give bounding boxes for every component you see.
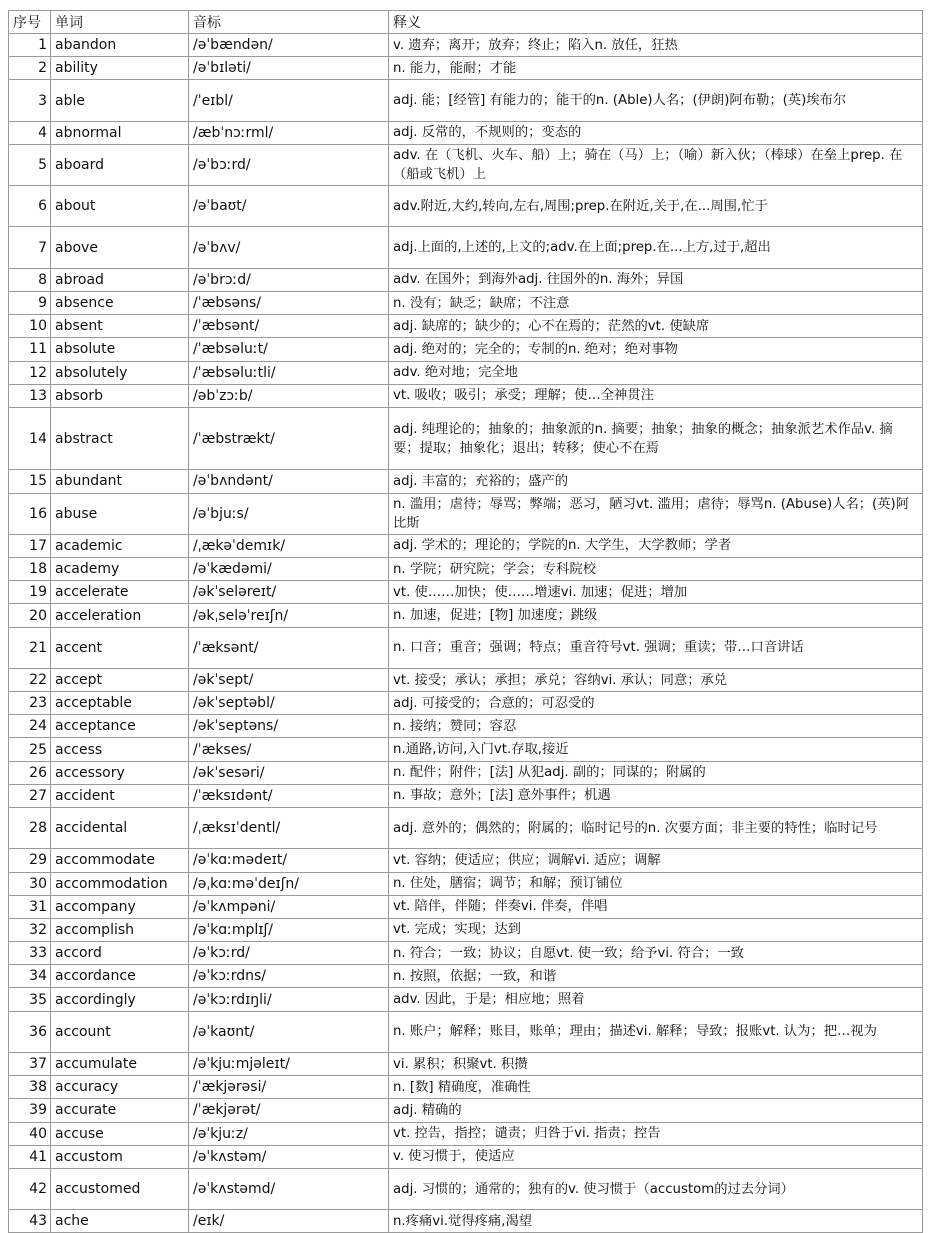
table-row: [9, 338, 923, 361]
row-definition: adj. 学术的；理论的；学院的n. 大学生，大学教师；学者: [389, 534, 923, 557]
row-number: 6: [9, 186, 51, 227]
table-row: [9, 268, 923, 291]
row-word: ache: [51, 1210, 189, 1233]
row-definition: adj. 习惯的；通常的；独有的v. 使习惯于（accustom的过去分词）: [389, 1168, 923, 1209]
row-definition: adv. 在国外；到海外adj. 往国外的n. 海外；异国: [389, 268, 923, 291]
row-word: ability: [51, 57, 189, 80]
row-phonetic: /ˈækses/: [189, 738, 389, 761]
row-definition: adj. 精确的: [389, 1099, 923, 1122]
row-phonetic: /ˈækjərət/: [189, 1099, 389, 1122]
table-row: [9, 895, 923, 918]
row-phonetic: /əˈkɑːmplɪʃ/: [189, 918, 389, 941]
table-row: [9, 144, 923, 185]
row-phonetic: /əˈkjuːz/: [189, 1122, 389, 1145]
row-phonetic: /æbˈnɔːrml/: [189, 121, 389, 144]
header-number: 序号: [9, 11, 51, 34]
row-definition: n. 事故；意外；[法] 意外事件；机遇: [389, 784, 923, 807]
table-row: [9, 918, 923, 941]
row-phonetic: /əˈbɪləti/: [189, 57, 389, 80]
row-definition: adj.上面的,上述的,上文的;adv.在上面;prep.在...上方,过于,超出: [389, 227, 923, 268]
row-phonetic: /ˈæbsənt/: [189, 315, 389, 338]
row-number: 3: [9, 80, 51, 121]
row-number: 43: [9, 1210, 51, 1233]
table-row: [9, 407, 923, 470]
row-definition: n. 配件；附件；[法] 从犯adj. 副的；同谋的；附属的: [389, 761, 923, 784]
row-word: accordance: [51, 965, 189, 988]
table-row: [9, 604, 923, 627]
row-phonetic: /əˈbrɔːd/: [189, 268, 389, 291]
row-word: accordingly: [51, 988, 189, 1011]
row-definition: adj. 能；[经管] 有能力的；能干的n. (Able)人名；(伊朗)阿布勒；(英)埃布尔: [389, 80, 923, 121]
row-number: 26: [9, 761, 51, 784]
row-word: accommodation: [51, 872, 189, 895]
row-number: 21: [9, 627, 51, 668]
row-definition: n. 加速，促进；[物] 加速度；跳级: [389, 604, 923, 627]
row-word: abuse: [51, 493, 189, 534]
row-phonetic: /ˈæksənt/: [189, 627, 389, 668]
table-row: [9, 627, 923, 668]
row-definition: adj. 缺席的；缺少的；心不在焉的；茫然的vt. 使缺席: [389, 315, 923, 338]
table-row: [9, 808, 923, 849]
row-word: about: [51, 186, 189, 227]
row-word: absent: [51, 315, 189, 338]
row-phonetic: /ˌækəˈdemɪk/: [189, 534, 389, 557]
row-number: 41: [9, 1145, 51, 1168]
table-row: [9, 784, 923, 807]
row-word: accomplish: [51, 918, 189, 941]
row-phonetic: /əˈkʌstəm/: [189, 1145, 389, 1168]
table-row: [9, 384, 923, 407]
row-phonetic: /əˈbʌndənt/: [189, 470, 389, 493]
row-word: abandon: [51, 34, 189, 57]
table-row: [9, 361, 923, 384]
table-row: [9, 942, 923, 965]
row-phonetic: /əkˈsesəri/: [189, 761, 389, 784]
row-word: accustomed: [51, 1168, 189, 1209]
row-word: accent: [51, 627, 189, 668]
row-number: 2: [9, 57, 51, 80]
row-number: 31: [9, 895, 51, 918]
row-definition: n. [数] 精确度，准确性: [389, 1076, 923, 1099]
header-word: 单词: [51, 11, 189, 34]
row-phonetic: /əbˈzɔːb/: [189, 384, 389, 407]
row-phonetic: /əˈbændən/: [189, 34, 389, 57]
row-word: academic: [51, 534, 189, 557]
row-word: accommodate: [51, 849, 189, 872]
row-phonetic: /eɪk/: [189, 1210, 389, 1233]
row-number: 1: [9, 34, 51, 57]
row-word: absorb: [51, 384, 189, 407]
row-definition: adj. 反常的，不规则的；变态的: [389, 121, 923, 144]
row-number: 15: [9, 470, 51, 493]
row-phonetic: /əˈkɔːrd/: [189, 942, 389, 965]
row-definition: n. 按照，依据；一致，和谐: [389, 965, 923, 988]
row-phonetic: /ˈækjərəsi/: [189, 1076, 389, 1099]
row-phonetic: /əˈkædəmi/: [189, 558, 389, 581]
row-phonetic: /əˈkʌstəmd/: [189, 1168, 389, 1209]
row-word: accuracy: [51, 1076, 189, 1099]
row-phonetic: /əˈkɔːrdns/: [189, 965, 389, 988]
row-phonetic: /ˈæbsəluːtli/: [189, 361, 389, 384]
table-row: [9, 872, 923, 895]
row-number: 18: [9, 558, 51, 581]
vocabulary-table: [8, 10, 923, 1233]
row-number: 14: [9, 407, 51, 470]
row-definition: n. 没有；缺乏；缺席；不注意: [389, 291, 923, 314]
table-row: [9, 57, 923, 80]
row-phonetic: /əˈbjuːs/: [189, 493, 389, 534]
row-definition: adj. 意外的；偶然的；附属的；临时记号的n. 次要方面；非主要的特性；临时记号: [389, 808, 923, 849]
row-definition: n. 学院；研究院；学会；专科院校: [389, 558, 923, 581]
row-number: 25: [9, 738, 51, 761]
row-word: account: [51, 1011, 189, 1052]
row-definition: n.通路,访问,入门vt.存取,接近: [389, 738, 923, 761]
row-definition: vt. 完成；实现；达到: [389, 918, 923, 941]
row-word: absolute: [51, 338, 189, 361]
row-phonetic: /əkˈsept/: [189, 668, 389, 691]
row-phonetic: /ˌæksɪˈdentl/: [189, 808, 389, 849]
row-number: 33: [9, 942, 51, 965]
row-phonetic: /əˈkʌmpəni/: [189, 895, 389, 918]
row-number: 34: [9, 965, 51, 988]
table-row: [9, 1011, 923, 1052]
row-word: accord: [51, 942, 189, 965]
row-definition: adj. 纯理论的；抽象的；抽象派的n. 摘要；抽象；抽象的概念；抽象派艺术作品v. 摘要；提取；抽象化；退出；转移；使心不在焉: [389, 407, 923, 470]
row-phonetic: /əkˈseptəns/: [189, 715, 389, 738]
row-definition: adv.附近,大约,转向,左右,周围;prep.在附近,关于,在...周围,忙于: [389, 186, 923, 227]
row-phonetic: /əˈkɔːrdɪŋli/: [189, 988, 389, 1011]
row-word: abroad: [51, 268, 189, 291]
row-definition: n. 滥用；虐待；辱骂；弊端；恶习，陋习vt. 滥用；虐待；辱骂n. (Abuse)人名；(英)阿比斯: [389, 493, 923, 534]
row-phonetic: /əˈbɔːrd/: [189, 144, 389, 185]
row-number: 28: [9, 808, 51, 849]
row-number: 35: [9, 988, 51, 1011]
row-number: 32: [9, 918, 51, 941]
row-number: 7: [9, 227, 51, 268]
row-number: 36: [9, 1011, 51, 1052]
row-word: accurate: [51, 1099, 189, 1122]
table-row: [9, 1076, 923, 1099]
row-number: 40: [9, 1122, 51, 1145]
row-definition: vt. 接受；承认；承担；承兑；容纳vi. 承认；同意；承兑: [389, 668, 923, 691]
table-row: [9, 34, 923, 57]
table-row: [9, 80, 923, 121]
table-row: [9, 121, 923, 144]
row-definition: n. 能力，能耐；才能: [389, 57, 923, 80]
row-word: abnormal: [51, 121, 189, 144]
table-row: [9, 1099, 923, 1122]
row-phonetic: /ˈeɪbl/: [189, 80, 389, 121]
row-number: 37: [9, 1052, 51, 1075]
row-definition: vt. 吸收；吸引；承受；理解；使…全神贯注: [389, 384, 923, 407]
row-word: accustom: [51, 1145, 189, 1168]
header-phonetic: 音标: [189, 11, 389, 34]
table-row: [9, 761, 923, 784]
row-number: 12: [9, 361, 51, 384]
row-definition: adv. 绝对地；完全地: [389, 361, 923, 384]
table-row: [9, 715, 923, 738]
row-number: 5: [9, 144, 51, 185]
row-definition: vt. 陪伴，伴随；伴奏vi. 伴奏，伴唱: [389, 895, 923, 918]
row-word: accidental: [51, 808, 189, 849]
row-word: absolutely: [51, 361, 189, 384]
row-number: 22: [9, 668, 51, 691]
row-number: 16: [9, 493, 51, 534]
row-definition: vt. 控告，指控；谴责；归咎于vi. 指责；控告: [389, 1122, 923, 1145]
row-word: above: [51, 227, 189, 268]
row-word: absence: [51, 291, 189, 314]
row-word: accumulate: [51, 1052, 189, 1075]
row-word: accept: [51, 668, 189, 691]
row-word: acceptable: [51, 692, 189, 715]
row-number: 13: [9, 384, 51, 407]
row-definition: adj. 可接受的；合意的；可忍受的: [389, 692, 923, 715]
row-word: accuse: [51, 1122, 189, 1145]
table-row: [9, 692, 923, 715]
row-definition: vt. 使……加快；使……增速vi. 加速；促进；增加: [389, 581, 923, 604]
row-phonetic: /əˈbʌv/: [189, 227, 389, 268]
row-phonetic: /əˌkɑːməˈdeɪʃn/: [189, 872, 389, 895]
table-body: [9, 34, 923, 1233]
row-number: 29: [9, 849, 51, 872]
row-definition: n. 接纳；赞同；容忍: [389, 715, 923, 738]
table-row: [9, 581, 923, 604]
header-row: [9, 11, 923, 34]
row-word: acceleration: [51, 604, 189, 627]
row-phonetic: /əˈkɑːmədeɪt/: [189, 849, 389, 872]
table-row: [9, 965, 923, 988]
table-row: [9, 849, 923, 872]
row-phonetic: /əkˈseləreɪt/: [189, 581, 389, 604]
row-number: 42: [9, 1168, 51, 1209]
row-number: 23: [9, 692, 51, 715]
row-number: 38: [9, 1076, 51, 1099]
row-phonetic: /əkˈseptəbl/: [189, 692, 389, 715]
table-row: [9, 1168, 923, 1209]
table-row: [9, 1122, 923, 1145]
row-number: 11: [9, 338, 51, 361]
row-word: academy: [51, 558, 189, 581]
row-number: 4: [9, 121, 51, 144]
row-phonetic: /ˈæbsəns/: [189, 291, 389, 314]
row-number: 9: [9, 291, 51, 314]
table-row: [9, 315, 923, 338]
row-word: accompany: [51, 895, 189, 918]
row-definition: v. 使习惯于，使适应: [389, 1145, 923, 1168]
vocabulary-sheet: [8, 10, 922, 1233]
table-row: [9, 558, 923, 581]
row-number: 39: [9, 1099, 51, 1122]
row-definition: v. 遗弃；离开；放弃；终止；陷入n. 放任，狂热: [389, 34, 923, 57]
row-definition: adv. 因此，于是；相应地；照着: [389, 988, 923, 1011]
table-row: [9, 291, 923, 314]
row-number: 8: [9, 268, 51, 291]
row-definition: vt. 容纳；使适应；供应；调解vi. 适应；调解: [389, 849, 923, 872]
row-number: 30: [9, 872, 51, 895]
row-number: 20: [9, 604, 51, 627]
row-definition: n.疼痛vi.觉得疼痛,渴望: [389, 1210, 923, 1233]
row-word: accident: [51, 784, 189, 807]
row-phonetic: /əkˌseləˈreɪʃn/: [189, 604, 389, 627]
table-row: [9, 1052, 923, 1075]
table-row: [9, 534, 923, 557]
row-phonetic: /ˈæksɪdənt/: [189, 784, 389, 807]
row-phonetic: /əˈkaʊnt/: [189, 1011, 389, 1052]
row-definition: n. 账户；解释；账目，账单；理由；描述vi. 解释；导致；报账vt. 认为；把…视为: [389, 1011, 923, 1052]
header-definition: 释义: [389, 11, 923, 34]
row-definition: adv. 在（飞机、火车、船）上；骑在（马）上；（喻）新入伙；（棒球）在垒上prep. 在（船或飞机）上: [389, 144, 923, 185]
table-row: [9, 470, 923, 493]
table-row: [9, 1210, 923, 1233]
row-word: abundant: [51, 470, 189, 493]
row-definition: n. 符合；一致；协议；自愿vt. 使一致；给予vi. 符合；一致: [389, 942, 923, 965]
row-word: accelerate: [51, 581, 189, 604]
row-word: aboard: [51, 144, 189, 185]
row-number: 27: [9, 784, 51, 807]
table-row: [9, 1145, 923, 1168]
row-number: 24: [9, 715, 51, 738]
row-number: 19: [9, 581, 51, 604]
row-number: 10: [9, 315, 51, 338]
row-definition: n. 住处，膳宿；调节；和解；预订铺位: [389, 872, 923, 895]
row-phonetic: /ˈæbstrækt/: [189, 407, 389, 470]
row-definition: n. 口音；重音；强调；特点；重音符号vt. 强调；重读；带…口音讲话: [389, 627, 923, 668]
table-row: [9, 668, 923, 691]
row-phonetic: /ˈæbsəluːt/: [189, 338, 389, 361]
row-word: abstract: [51, 407, 189, 470]
row-phonetic: /əˈkjuːmjəleɪt/: [189, 1052, 389, 1075]
table-row: [9, 988, 923, 1011]
table-row: [9, 738, 923, 761]
row-definition: adj. 绝对的；完全的；专制的n. 绝对；绝对事物: [389, 338, 923, 361]
row-number: 17: [9, 534, 51, 557]
row-word: acceptance: [51, 715, 189, 738]
row-definition: adj. 丰富的；充裕的；盛产的: [389, 470, 923, 493]
table-row: [9, 493, 923, 534]
table-row: [9, 186, 923, 227]
row-definition: vi. 累积；积聚vt. 积攒: [389, 1052, 923, 1075]
row-word: able: [51, 80, 189, 121]
table-row: [9, 227, 923, 268]
row-word: accessory: [51, 761, 189, 784]
row-word: access: [51, 738, 189, 761]
row-phonetic: /əˈbaʊt/: [189, 186, 389, 227]
